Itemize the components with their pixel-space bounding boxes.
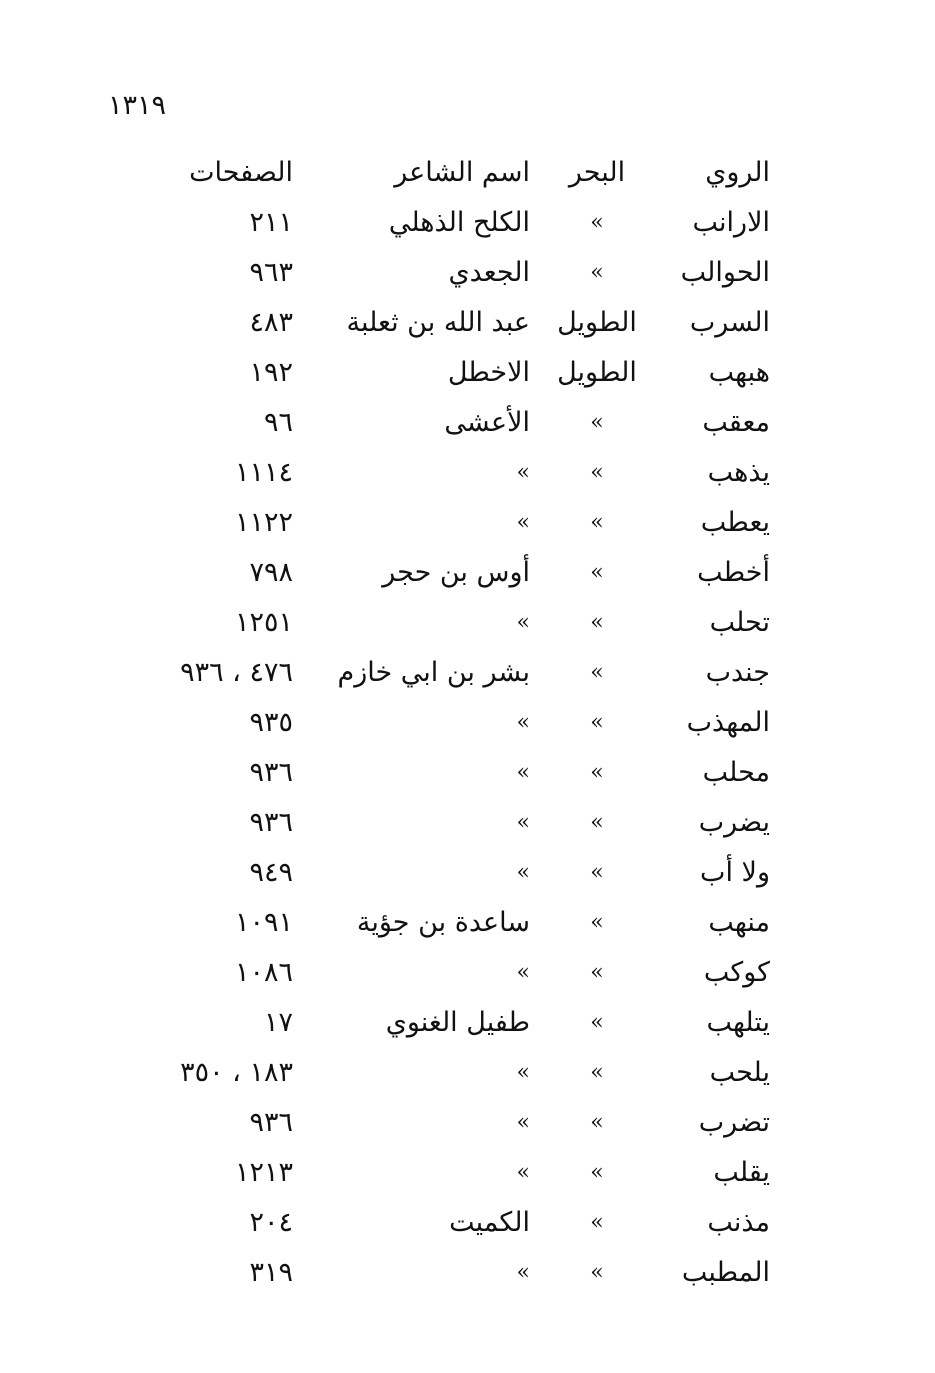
table-row — [0, 1052, 935, 1102]
cell-shaer: » — [516, 710, 530, 735]
table-row — [0, 852, 935, 902]
header-rawi: الروي — [705, 157, 770, 188]
cell-pages: ٧٩٨ — [249, 557, 293, 588]
cell-shaer: » — [516, 1260, 530, 1285]
header-shaer: اسم الشاعر — [394, 157, 530, 188]
cell-shaer: » — [516, 810, 530, 835]
cell-pages: ١٢١٣ — [234, 1157, 293, 1188]
cell-bahr: » — [590, 660, 604, 685]
cell-rawi: يعطب — [700, 507, 770, 538]
cell-shaer: الكلح الذهلي — [388, 207, 530, 238]
cell-shaer: الأعشى — [444, 407, 530, 438]
table-row — [0, 352, 935, 402]
table-row — [0, 552, 935, 602]
cell-pages: ٤٨٣ — [249, 307, 293, 338]
cell-bahr: » — [590, 560, 604, 585]
cell-pages: ١١١٤ — [234, 457, 293, 488]
cell-pages: ٩٣٦ — [249, 1107, 293, 1138]
cell-pages: ١٢٥١ — [234, 607, 293, 638]
cell-bahr: » — [590, 1060, 604, 1085]
cell-pages: ٢١١ — [249, 207, 293, 238]
cell-rawi: يذهب — [707, 457, 770, 488]
cell-pages: ٩٦ — [263, 407, 293, 438]
cell-pages: ٢٠٤ — [249, 1207, 293, 1238]
cell-shaer: » — [516, 960, 530, 985]
header-pages: الصفحات — [189, 157, 293, 188]
cell-bahr: » — [590, 260, 604, 285]
cell-shaer: الجعدي — [448, 257, 530, 288]
page-number: ١٣١٩ — [108, 90, 167, 121]
cell-bahr: » — [590, 810, 604, 835]
cell-pages: ١٠٨٦ — [234, 957, 293, 988]
cell-pages: ١٧ — [263, 1007, 293, 1038]
cell-rawi: الارانب — [692, 207, 770, 238]
cell-pages: ٣١٩ — [249, 1257, 293, 1288]
table-row — [0, 402, 935, 452]
table-row — [0, 1202, 935, 1252]
cell-shaer: » — [516, 860, 530, 885]
cell-pages: ٩٦٣ — [249, 257, 293, 288]
cell-bahr: » — [590, 1260, 604, 1285]
cell-pages: ٩٣٦ — [249, 807, 293, 838]
cell-pages: ٩٣٥ — [249, 707, 293, 738]
cell-pages: ٩٤٩ — [249, 857, 293, 888]
cell-rawi: يتلهب — [706, 1007, 770, 1038]
cell-bahr: » — [590, 610, 604, 635]
table-header-row — [0, 152, 935, 202]
cell-shaer: الاخطل — [447, 357, 530, 388]
cell-bahr: » — [590, 860, 604, 885]
cell-bahr: » — [590, 710, 604, 735]
table-row — [0, 952, 935, 1002]
table-row — [0, 302, 935, 352]
cell-rawi: مذنب — [707, 1207, 770, 1238]
cell-rawi: تحلب — [709, 607, 770, 638]
cell-shaer: عبد الله بن ثعلبة — [346, 307, 530, 338]
cell-shaer: أوس بن حجر — [382, 557, 530, 588]
cell-rawi: السرب — [689, 307, 770, 338]
header-bahr: البحر — [568, 157, 626, 188]
cell-rawi: تضرب — [698, 1107, 770, 1138]
table-row — [0, 502, 935, 552]
cell-pages: ١٠٩١ — [234, 907, 293, 938]
cell-pages: ٤٧٦ ، ٩٣٦ — [180, 657, 293, 688]
table-row — [0, 1102, 935, 1152]
cell-rawi: منهب — [708, 907, 770, 938]
cell-rawi: يلحب — [709, 1057, 770, 1088]
cell-shaer: » — [516, 610, 530, 635]
cell-pages: ١٩٢ — [249, 357, 293, 388]
table-row — [0, 802, 935, 852]
cell-bahr: » — [590, 510, 604, 535]
table-body — [0, 202, 935, 1302]
table-row — [0, 202, 935, 252]
table-row — [0, 752, 935, 802]
cell-rawi: معقب — [702, 407, 770, 438]
cell-bahr: » — [590, 1010, 604, 1035]
cell-rawi: المطبب — [681, 1257, 770, 1288]
cell-pages: ١١٢٢ — [234, 507, 293, 538]
table-row — [0, 602, 935, 652]
cell-shaer: الكميت — [449, 1207, 530, 1238]
cell-bahr: » — [590, 910, 604, 935]
cell-shaer: » — [516, 1110, 530, 1135]
cell-bahr: » — [590, 760, 604, 785]
cell-pages: ٩٣٦ — [249, 757, 293, 788]
cell-rawi: جندب — [705, 657, 770, 688]
cell-shaer: بشر بن ابي خازم — [337, 657, 530, 688]
cell-rawi: يقلب — [713, 1157, 770, 1188]
cell-rawi: الحوالب — [680, 257, 770, 288]
cell-rawi: محلب — [702, 757, 770, 788]
cell-rawi: كوكب — [703, 957, 770, 988]
cell-shaer: ساعدة بن جؤية — [356, 907, 530, 938]
cell-bahr: » — [590, 410, 604, 435]
cell-bahr: الطويل — [557, 357, 637, 388]
table-row — [0, 702, 935, 752]
table-row — [0, 1152, 935, 1202]
cell-bahr: » — [590, 460, 604, 485]
cell-shaer: » — [516, 460, 530, 485]
cell-pages: ١٨٣ ، ٣٥٠ — [180, 1057, 293, 1088]
cell-rawi: المهذب — [686, 707, 770, 738]
rhyme-index-table — [0, 152, 935, 1302]
cell-bahr: الطويل — [557, 307, 637, 338]
cell-bahr: » — [590, 1110, 604, 1135]
cell-shaer: » — [516, 1060, 530, 1085]
table-row — [0, 452, 935, 502]
cell-bahr: » — [590, 1210, 604, 1235]
table-row — [0, 652, 935, 702]
cell-bahr: » — [590, 960, 604, 985]
cell-rawi: أخطب — [697, 557, 770, 588]
table-row — [0, 1252, 935, 1302]
table-row — [0, 252, 935, 302]
cell-rawi: هبهب — [708, 357, 770, 388]
cell-shaer: » — [516, 510, 530, 535]
cell-rawi: ولا أب — [700, 857, 770, 888]
cell-bahr: » — [590, 210, 604, 235]
cell-shaer: » — [516, 1160, 530, 1185]
cell-bahr: » — [590, 1160, 604, 1185]
cell-shaer: طفيل الغنوي — [385, 1007, 530, 1038]
table-row — [0, 1002, 935, 1052]
table-row — [0, 902, 935, 952]
cell-shaer: » — [516, 760, 530, 785]
cell-rawi: يضرب — [698, 807, 770, 838]
